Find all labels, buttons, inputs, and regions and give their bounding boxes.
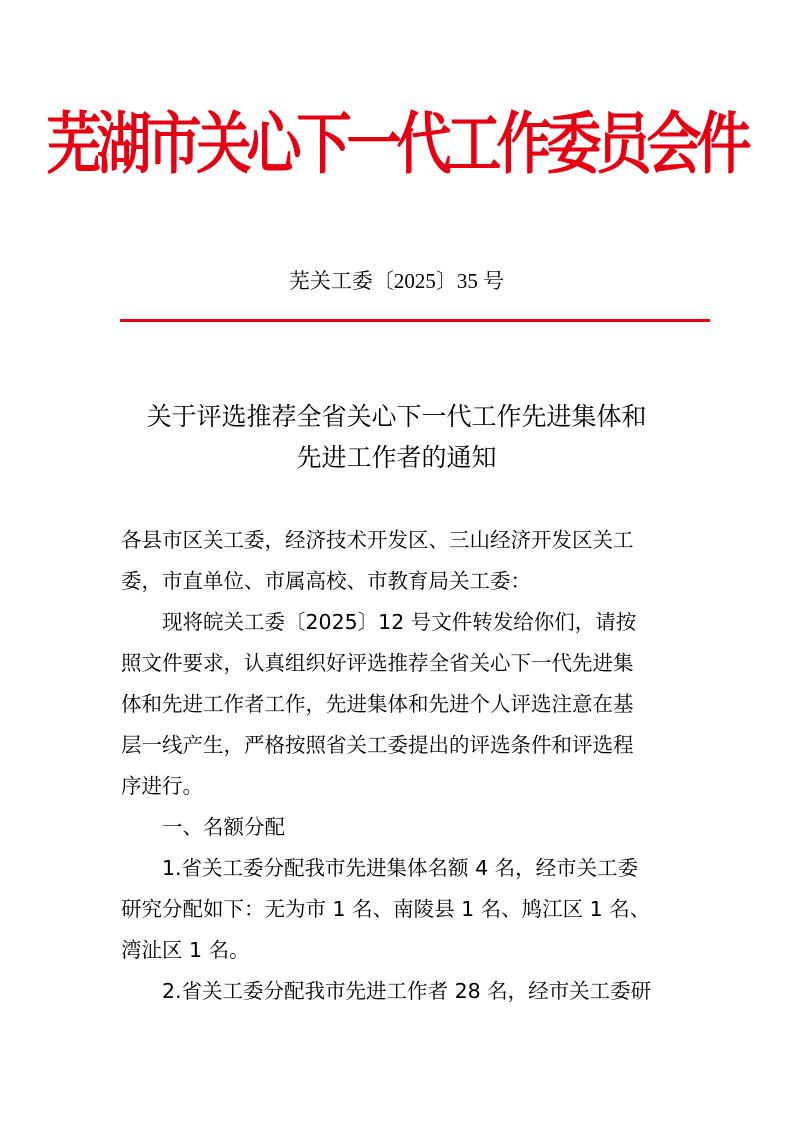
salutation-line: 委，市直单位、市属高校、市教育局关工委： [121, 569, 531, 593]
red-divider-line [120, 319, 710, 322]
quota-item-2 [121, 971, 681, 1012]
org-header-title: 芜湖市关心下一代工作委员会件 [46, 104, 747, 184]
paragraph-line: 现将皖关工委〔2025〕12 号文件转发给你们，请按 [162, 610, 637, 634]
section-heading [121, 807, 681, 848]
salutation-line: 各县市区关工委，经济技术开发区、三山经济开发区关工 [121, 528, 634, 552]
paragraph-line: 照文件要求，认真组织好评选推荐全省关心下一代先进集 [121, 651, 634, 675]
paragraph-line: 体和先进工作者工作，先进集体和先进个人评选注意在基 [121, 692, 634, 716]
notice-title [0, 396, 793, 478]
paragraph-line: 湾沚区 1 名。 [121, 938, 250, 962]
document-number: 芜关工委〔2025〕35 号 [288, 269, 505, 293]
notice-title-line-1: 关于评选推荐全省关心下一代工作先进集体和 [146, 402, 647, 431]
paragraph-line: 2.省关工委分配我市先进工作者 28 名，经市关工委研 [162, 979, 652, 1003]
quota-item-1 [121, 848, 681, 971]
paragraph-line: 研究分配如下：无为市 1 名、南陵县 1 名、鸠江区 1 名、 [121, 897, 651, 921]
paragraph-line: 1.省关工委分配我市先进集体名额 4 名，经市关工委 [162, 856, 639, 880]
paragraph-forwarding [121, 602, 681, 807]
paragraph-line: 层一线产生，严格按照省关工委提出的评选条件和评选程 [121, 733, 634, 757]
document-body [121, 520, 681, 1012]
paragraph-line: 序进行。 [121, 774, 203, 798]
salutation [121, 520, 681, 602]
section-heading-text: 一、名额分配 [162, 815, 285, 839]
notice-title-line-2: 先进工作者的通知 [296, 443, 497, 472]
